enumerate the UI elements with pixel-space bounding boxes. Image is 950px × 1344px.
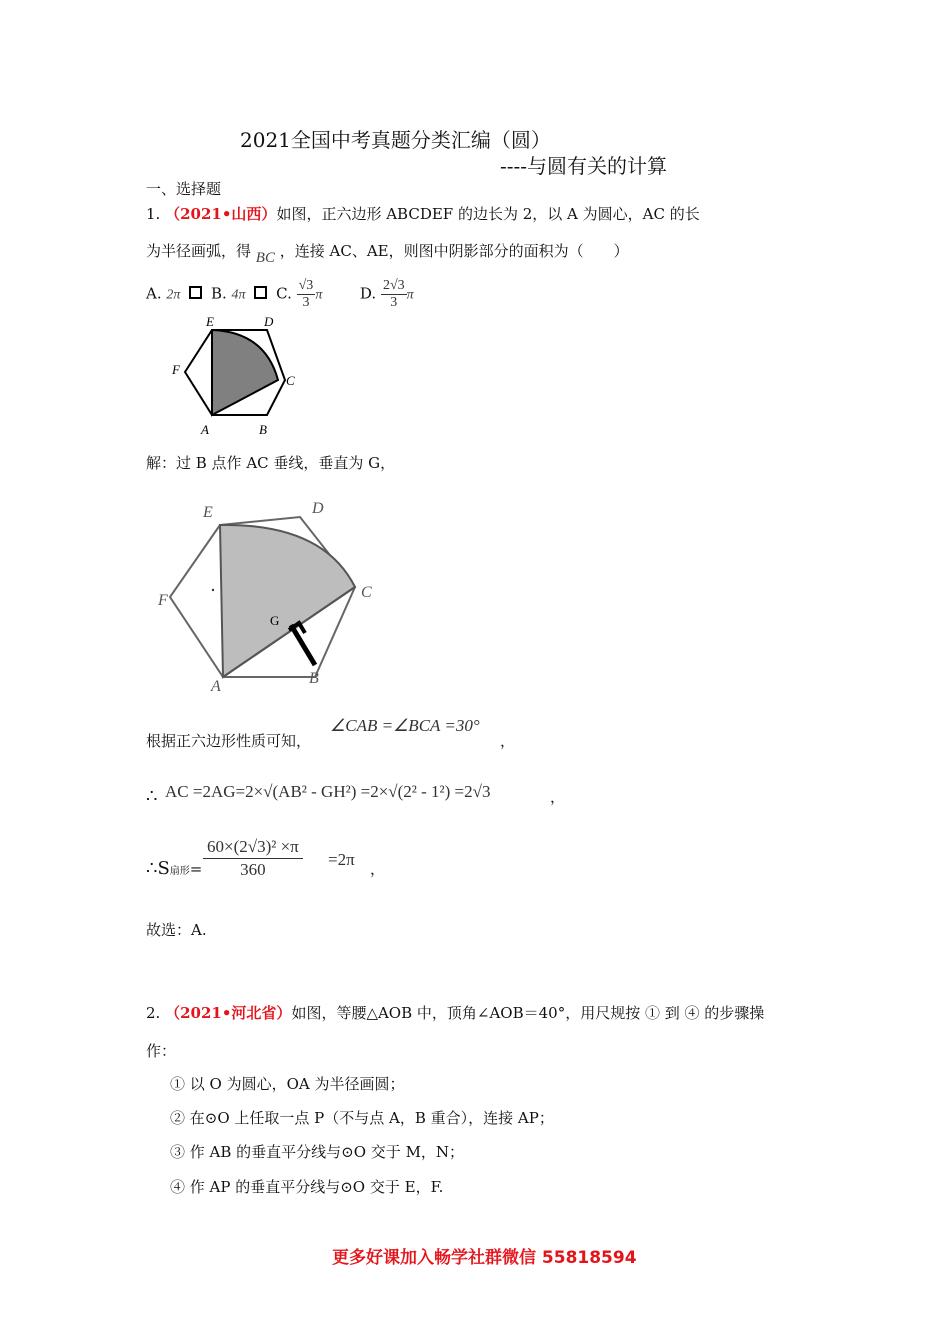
option-c-label: C.	[276, 284, 292, 303]
option-a-label: A.	[146, 284, 162, 303]
page-title: 2021全国中考真题分类汇编（圆）	[240, 128, 551, 152]
solution-figure	[155, 495, 385, 695]
q2-stem-line1	[146, 1002, 764, 1023]
q1-number: 1.	[146, 205, 161, 223]
section-heading: 一、选择题	[146, 180, 222, 198]
option-b-value: 4π	[231, 287, 246, 303]
step1-text: 根据正六边形性质可知，	[146, 732, 312, 750]
step3-lead: ∴S扇形=	[146, 858, 203, 879]
option-a-value: 2π	[166, 287, 181, 303]
option-b-label: B.	[210, 284, 227, 303]
footer-promo: 更多好课加入畅学社群微信 55818594	[332, 1248, 637, 1268]
q1-stem-line1	[146, 203, 700, 224]
vertex-label-b: B	[259, 422, 267, 437]
step3-result: =2π	[328, 850, 355, 869]
step1-math: ∠CAB =∠BCA =30°	[330, 716, 480, 735]
square-icon	[254, 286, 267, 299]
vertex-label-b: B	[309, 670, 319, 687]
vertex-label-e: E	[206, 314, 214, 329]
q2-step-4: ④ 作 AP 的垂直平分线与⊙O 交于 E，F.	[170, 1178, 444, 1196]
q1-source: （2021•山西）	[165, 205, 277, 223]
vertex-label-c: C	[361, 584, 372, 601]
vertex-label-f: F	[158, 592, 168, 609]
q1-stem-text: 如图，正六边形 ABCDEF 的边长为 2，以 A 为圆心，AC 的长	[276, 205, 700, 223]
option-c-fraction: $\frac{√3}{3}$	[298, 278, 314, 310]
vertex-label-a: A	[201, 422, 209, 437]
step2-math: AC =2AG=2×√(AB² - GH²) =2×√(2² - 1²) =2√3	[165, 782, 491, 801]
answer-text: 故选：A.	[146, 921, 207, 939]
vertex-label-a: A	[211, 678, 221, 695]
vertex-label-c: C	[286, 373, 295, 388]
q2-stem-line2: 作：	[146, 1042, 177, 1060]
option-d-label: D.	[359, 284, 377, 303]
q2-source: （2021•河北省）	[165, 1004, 292, 1022]
vertex-label-d: D	[264, 314, 274, 329]
q1-options: A. 2π B. 4π C. $\frac{√3}{3}$ π D. $\frac{2√3}{3}$ π	[146, 278, 414, 310]
point-label-g: G	[270, 613, 280, 628]
hexagon-figure	[165, 312, 315, 440]
shaded-sector	[212, 330, 278, 415]
page-subtitle: ----与圆有关的计算	[500, 154, 668, 178]
q1-stem-line2: 为半径画弧，得 BC ，连接 AC、AE，则图中阴影部分的面积为（ ）	[146, 242, 629, 266]
square-icon	[189, 286, 202, 299]
q2-step-2: ② 在⊙O 上任取一点 P（不与点 A，B 重合），连接 AP；	[170, 1109, 554, 1127]
step3-fraction: $\frac{\text{60×(2√3)² ×π}}{360}$	[203, 836, 303, 881]
therefore-symbol: ∴	[146, 786, 158, 807]
q2-step-1: ① 以 O 为圆心，OA 为半径画圆；	[170, 1075, 405, 1093]
q2-stem-text: 如图，等腰△AOB 中，顶角∠AOB＝40°，用尺规按 ① 到 ④ 的步骤操	[291, 1004, 765, 1022]
solution-intro: 解：过 B 点作 AC 垂线，垂直为 G，	[146, 454, 396, 472]
option-d-fraction: $\frac{2√3}{3}$	[382, 278, 405, 310]
q2-number: 2.	[146, 1004, 161, 1022]
vertex-label-d: D	[312, 500, 324, 517]
vertex-label-f: F	[172, 362, 180, 377]
vertex-label-e: E	[203, 504, 213, 521]
arc-bc-label: BC	[255, 250, 275, 266]
q2-step-3: ③ 作 AB 的垂直平分线与⊙O 交于 M，N；	[170, 1143, 465, 1161]
